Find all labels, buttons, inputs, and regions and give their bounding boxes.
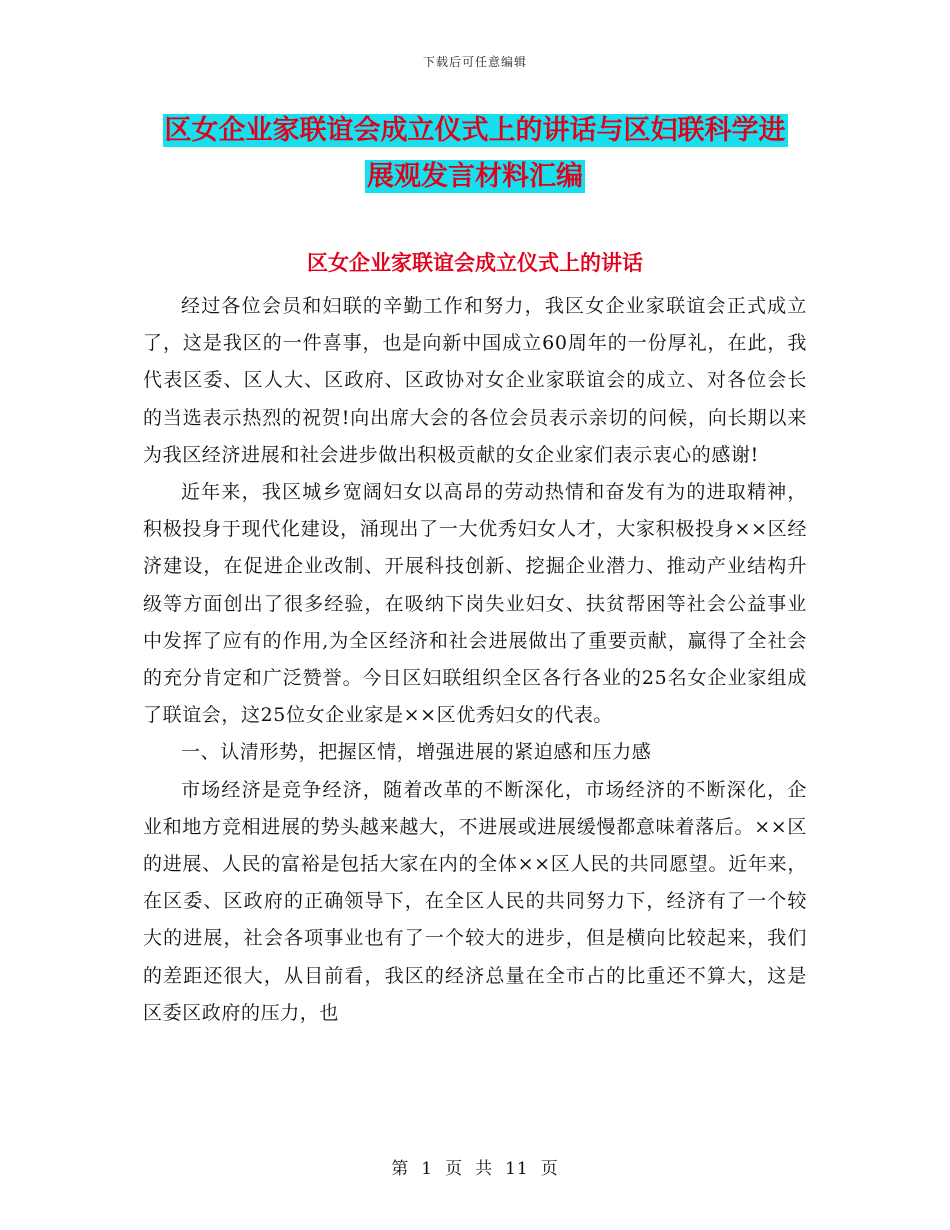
footer-page-number: 1 [421,1159,434,1179]
footer-label-page: 第 [391,1159,410,1179]
footer-label-total: 共 [475,1159,494,1179]
section-title: 区女企业家联谊会成立仪式上的讲话 [307,251,643,275]
page-header-note: 下载后可任意编辑 [422,55,527,69]
footer-label-of: 页 [445,1159,464,1179]
paragraph-3-heading: 一、认清形势，把握区情，增强进展的紧迫感和压力感 [181,741,652,764]
body-text [143,288,807,1032]
footer-label-pages: 页 [540,1159,559,1179]
paragraph-1: 经过各位会员和妇联的辛勤工作和努力，我区女企业家联谊会正式成立了，这是我区的一件喜事，也是向新中国成立60周年的一份厚礼，在此，我代表区委、区人大、区政府、区政协对女企业家联谊会的成立、对各位会长的当选表示热烈的祝贺!向出席大会的各位会员表示亲切的问候，向长期以来为我区经济进展和社会进步做出积极贡献的女企业家们表示衷心的感谢! [143,295,807,466]
paragraph-4: 市场经济是竞争经济，随着改革的不断深化，市场经济的不断深化，企业和地方竞相进展的势头越来越大，不进展或进展缓慢都意味着落后。××区的进展、人民的富裕是包括大家在内的全体××区人民的共同愿望。近年来，在区委、区政府的正确领导下，在全区人民的共同努力下，经济有了一个较大的进展，社会各项事业也有了一个较大的进步，但是横向比较起来，我们的差距还很大，从目前看，我区的经济总量在全市占的比重还不算大，这是区委区政府的压力，也 [143,778,807,1024]
document-title-line-2: 展观发言材料汇编 [367,161,583,192]
paragraph-2: 近年来，我区城乡宽阔妇女以高昂的劳动热情和奋发有为的进取精神，积极投身于现代化建设，涌现出了一大优秀妇女人才，大家积极投身××区经济建设，在促进企业改制、开展科技创新、挖掘企业潜力、推动产业结构升级等方面创出了很多经验，在吸纳下岗失业妇女、扶贫帮困等社会公益事业中发挥了应有的作用,为全区经济和社会进展做出了重要贡献，赢得了全社会的充分肯定和广泛赞誉。今日区妇联组织全区各行各业的25名女企业家组成了联谊会，这25位女企业家是××区优秀妇女的代表。 [143,481,807,727]
page-footer [0,1154,950,1179]
document-title [140,108,810,200]
footer-total-pages: 11 [505,1159,529,1179]
document-title-line-1: 区女企业家联谊会成立仪式上的讲话与区妇联科学进 [164,115,786,146]
